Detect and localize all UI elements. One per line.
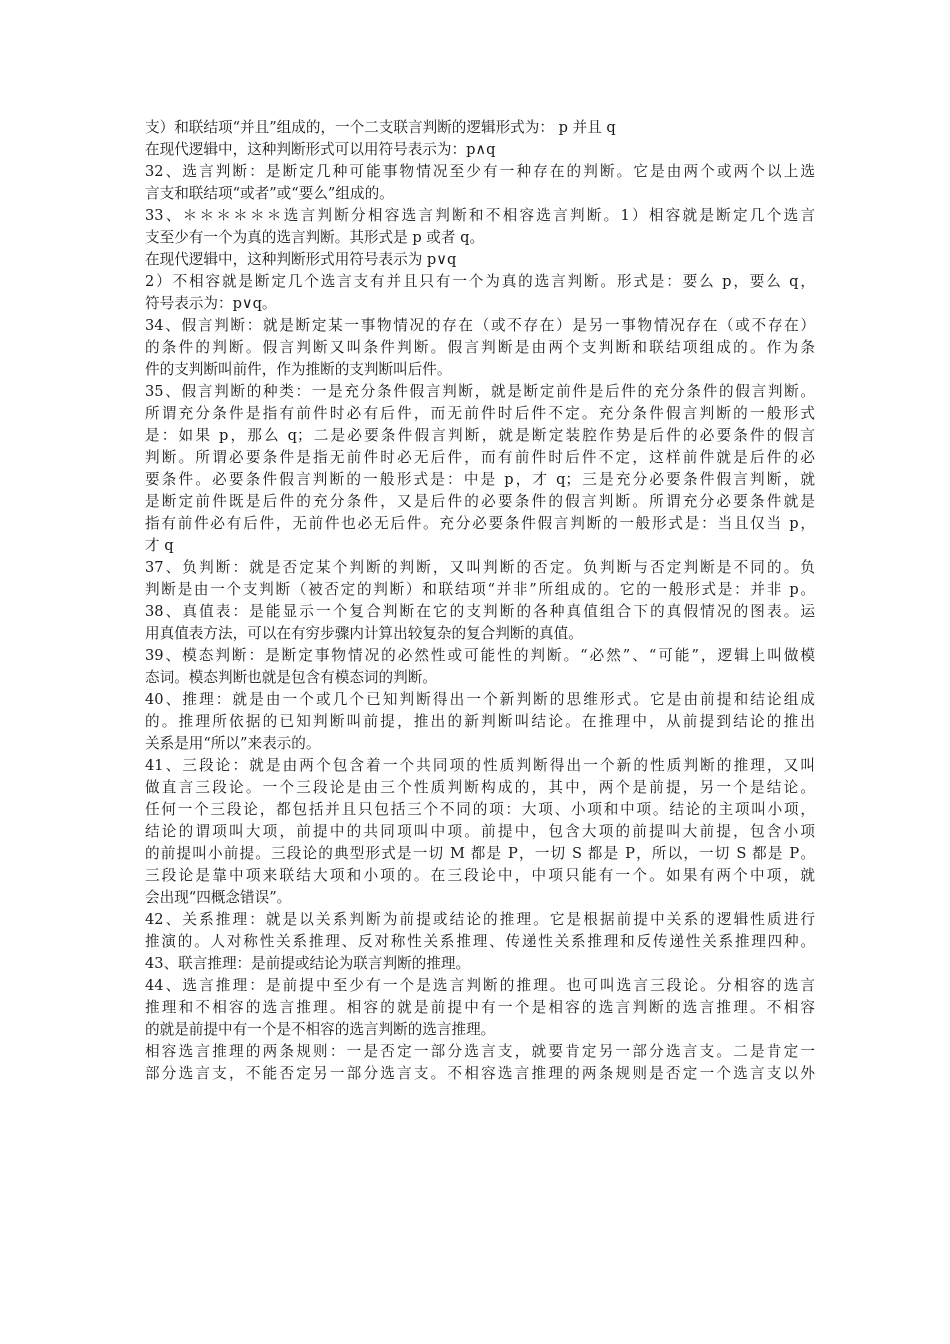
text-line: 态词。模态判断也就是包含有模态词的判断。: [145, 669, 437, 686]
text-line: 判断是由一个支判断（被否定的判断）和联结项“并非”所组成的。它的一般形式是：并非 p。: [145, 581, 815, 598]
text-line: 42、关系推理：就是以关系判断为前提或结论的推理。它是根据前提中关系的逻辑性质进行: [145, 911, 815, 928]
text-line: 40、推理：就是由一个或几个已知判断得出一个新判断的思维形式。它是由前提和结论组成: [145, 691, 815, 708]
text-line: 会出现“四概念错误”。: [145, 889, 292, 906]
text-line: 44、选言推理：是前提中至少有一个是选言判断的推理。也可叫选言三段论。分相容的选言: [145, 977, 815, 994]
text-line: 35、假言判断的种类：一是充分条件假言判断，就是断定前件是后件的充分条件的假言判断。: [145, 383, 815, 400]
text-line: 相容选言推理的两条规则：一是否定一部分选言支，就要肯定另一部分选言支。二是肯定一: [145, 1043, 815, 1060]
text-line: 才 q: [145, 537, 174, 554]
text-line: 是：如果 p，那么 q；二是必要条件假言判断，就是断定装腔作势是后件的必要条件的假言: [145, 427, 815, 444]
text-line: 指有前件必有后件，无前件也必无后件。充分必要条件假言判断的一般形式是：当且仅当 p，: [145, 515, 815, 532]
text-line: 34、假言判断：就是断定某一事物情况的存在（或不存在）是另一事物情况存在（或不存在）: [145, 317, 815, 334]
text-line: 39、模态判断：是断定事物情况的必然性或可能性的判断。“必然”、“可能”，逻辑上叫做模: [145, 647, 815, 664]
text-line: 件的支判断叫前件，作为推断的支判断叫后件。: [145, 361, 452, 378]
text-line: 三段论是靠中项来联结大项和小项的。在三段论中，中项只能有一个。如果有两个中项，就: [145, 867, 815, 884]
text-line: 是断定前件既是后件的充分条件，又是后件的必要条件的假言判断。所谓充分必要条件就是: [145, 493, 815, 510]
text-line: 任何一个三段论，都包括并且只包括三个不同的项：大项、小项和中项。结论的主项叫小项，: [145, 801, 815, 818]
text-line: 符号表示为：p∨q。: [145, 295, 277, 312]
text-line: 言支和联结项“或者”或“要么”组成的。: [145, 185, 394, 202]
text-line: 的就是前提中有一个是不相容的选言判断的选言推理。: [145, 1021, 496, 1038]
text-line: 推理和不相容的选言推理。相容的就是前提中有一个是相容的选言判断的选言推理。不相容: [145, 999, 815, 1016]
text-line: 的条件的判断。假言判断又叫条件判断。假言判断是由两个支判断和联结项组成的。作为条: [145, 339, 815, 356]
text-line: 支）和联结项“并且”组成的，一个二支联言判断的逻辑形式为： p 并且 q: [145, 119, 616, 136]
text-line: 2）不相容就是断定几个选言支有并且只有一个为真的选言判断。形式是：要么 p，要么 q，: [145, 273, 815, 290]
text-line: 用真值表方法，可以在有穷步骤内计算出较复杂的复合判断的真值。: [145, 625, 583, 642]
text-line: 判断。所谓必要条件是指无前件时必无后件，而有前件时后件不定，这样前件就是后件的必: [145, 449, 815, 466]
text-line: 32、选言判断：是断定几种可能事物情况至少有一种存在的判断。它是由两个或两个以上选: [145, 163, 815, 180]
text-line: 所谓充分条件是指有前件时必有后件，而无前件时后件不定。充分条件假言判断的一般形式: [145, 405, 815, 422]
text-line: 做直言三段论。一个三段论是由三个性质判断构成的，其中，两个是前提，另一个是结论。: [145, 779, 815, 796]
text-line: 部分选言支，不能否定另一部分选言支。不相容选言推理的两条规则是否定一个选言支以外: [145, 1065, 815, 1082]
document-body: [145, 117, 815, 1085]
text-line: 在现代逻辑中，这种判断形式用符号表示为 p∨q: [145, 251, 457, 268]
text-line: 结论的谓项叫大项，前提中的共同项叫中项。前提中，包含大项的前提叫大前提，包含小项: [145, 823, 815, 840]
text-line: 的。推理所依据的已知判断叫前提，推出的新判断叫结论。在推理中，从前提到结论的推出: [145, 713, 815, 730]
text-line: 在现代逻辑中，这种判断形式可以用符号表示为：p∧q: [145, 141, 496, 158]
text-line: 38、真值表：是能显示一个复合判断在它的支判断的各种真值组合下的真假情况的图表。运: [145, 603, 815, 620]
text-line: 33、＊＊＊＊＊＊选言判断分相容选言判断和不相容选言判断。1）相容就是断定几个选言: [145, 207, 815, 224]
text-line: 推演的。人对称性关系推理、反对称性关系推理、传递性关系推理和反传递性关系推理四种。: [145, 933, 815, 950]
text-line: 43、联言推理：是前提或结论为联言判断的推理。: [145, 955, 471, 972]
text-line: 要条件。必要条件假言判断的一般形式是：中是 p，才 q；三是充分必要条件假言判断，就: [145, 471, 815, 488]
text-line: 的前提叫小前提。三段论的典型形式是一切 M 都是 P，一切 S 都是 P，所以，一切 S 都是 P。: [145, 845, 815, 862]
text-line: 支至少有一个为真的选言判断。其形式是 p 或者 q。: [145, 229, 485, 246]
text-line: 37、负判断：就是否定某个判断的判断，又叫判断的否定。负判断与否定判断是不同的。负: [145, 559, 815, 576]
text-line: 41、三段论：就是由两个包含着一个共同项的性质判断得出一个新的性质判断的推理，又叫: [145, 757, 815, 774]
text-line: 关系是用“所以”来表示的。: [145, 735, 321, 752]
